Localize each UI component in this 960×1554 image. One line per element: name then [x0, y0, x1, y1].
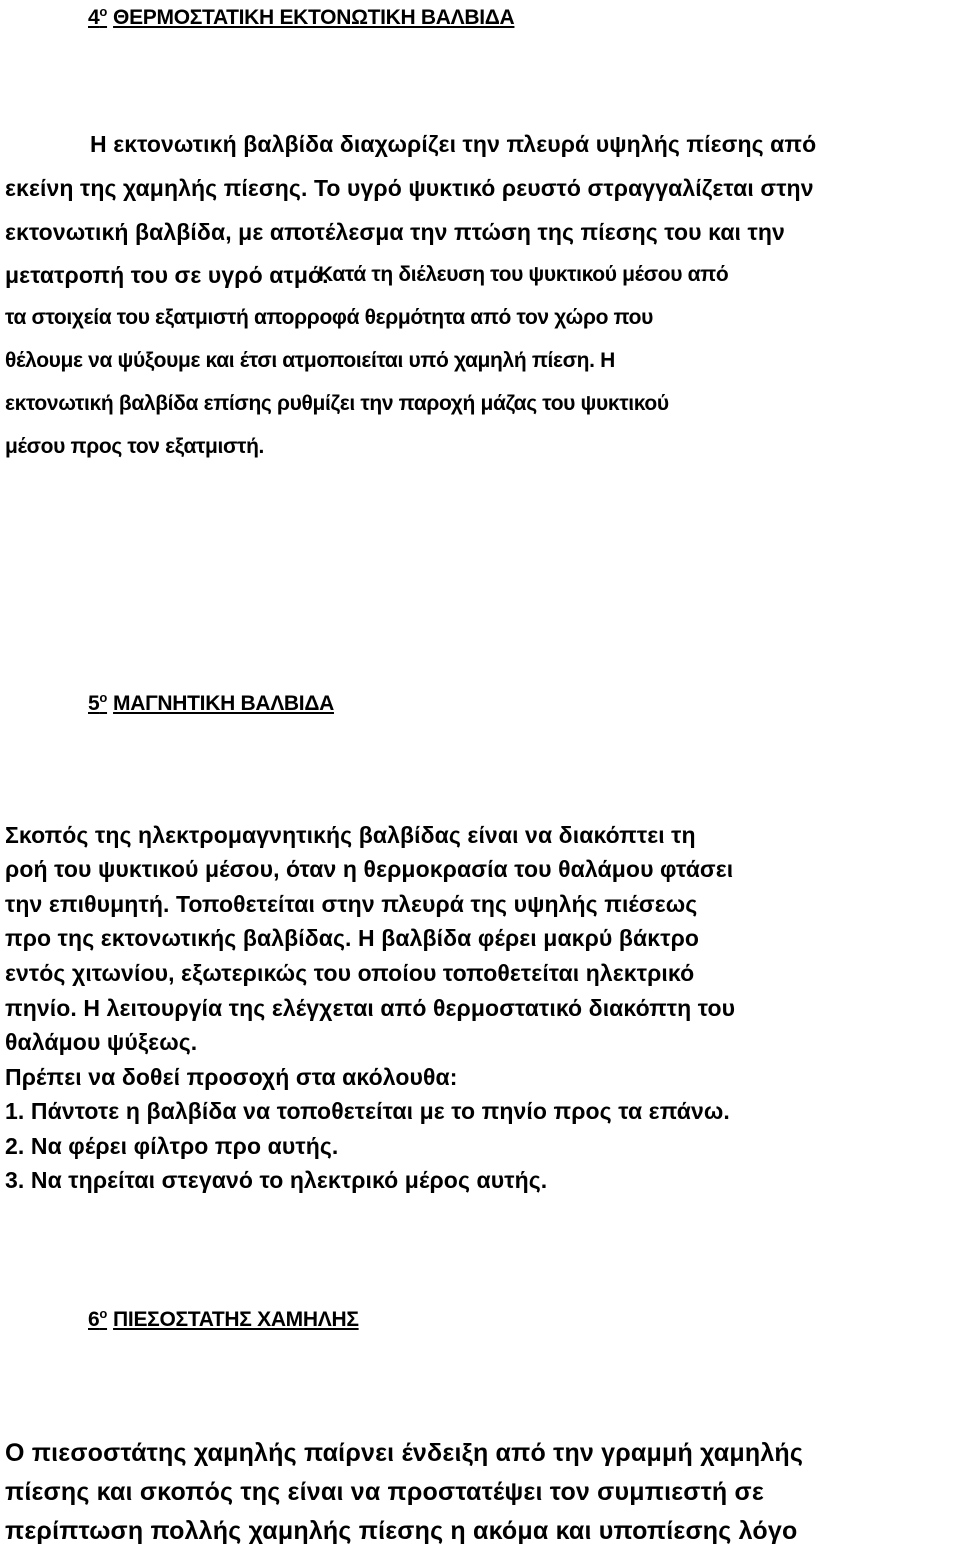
section-title: ΜΑΓΝΗΤΙΚΗ ΒΑΛΒΙΔΑ — [113, 692, 334, 715]
paragraph-line: τα στοιχεία του εξατμιστή απορροφά θερμότητα από τον χώρο που — [5, 306, 654, 329]
paragraph-line: Ο πιεσοστάτης χαμηλής παίρνει ένδειξη από την γραμμή χαμηλής — [5, 1439, 804, 1467]
section-title: ΠΙΕΣΟΣΤΑΤΗΣ ΧΑΜΗΛΗΣ — [113, 1308, 359, 1331]
paragraph-line: μετατροπή του σε υγρό ατμό. — [5, 262, 329, 288]
paragraph-line: Η εκτονωτική βαλβίδα διαχωρίζει την πλευρά υψηλής πίεσης από — [90, 131, 817, 157]
paragraph-line: Πρέπει να δοθεί προσοχή στα ακόλουθα: — [5, 1064, 458, 1090]
section-number: 5 — [88, 692, 100, 715]
list-item: 1. Πάντοτε η βαλβίδα να τοποθετείται με το πηνίο προς τα επάνω. — [5, 1098, 730, 1124]
section-6-heading — [88, 1308, 359, 1332]
paragraph-line: πηνίο. Η λειτουργία της ελέγχεται από θερμοστατικό διακόπτη του — [5, 995, 736, 1021]
section-5-heading — [88, 692, 334, 716]
paragraph-line: προ της εκτονωτικής βαλβίδας. Η βαλβίδα φέρει μακρύ βάκτρο — [5, 925, 700, 951]
list-item: 3. Να τηρείται στεγανό το ηλεκτρικό μέρος αυτής. — [5, 1167, 548, 1193]
paragraph-line: μέσου προς τον εξατμιστή. — [5, 435, 265, 458]
ordinal-indicator: ο — [99, 1306, 108, 1321]
paragraph-line: εκτονωτική βαλβίδα, με αποτέλεσμα την πτώση της πίεσης του και την — [5, 219, 785, 245]
paragraph-line: εντός χιτωνίου, εξωτερικώς του οποίου τοποθετείται ηλεκτρικό — [5, 960, 695, 986]
paragraph-line: εκείνη της χαμηλής πίεσης. Το υγρό ψυκτικό ρευστό στραγγαλίζεται στην — [5, 175, 814, 201]
paragraph-line: Σκοπός της ηλεκτρομαγνητικής βαλβίδας είναι να διακόπτει τη — [5, 822, 696, 848]
section-4-heading — [88, 6, 514, 30]
paragraph-line: θέλουμε να ψύξουμε και έτσι ατμοποιείται υπό χαμηλή πίεση. Η — [5, 349, 615, 372]
section-number: 6 — [88, 1308, 100, 1331]
ordinal-indicator: ο — [99, 4, 108, 19]
paragraph-line: εκτονωτική βαλβίδα επίσης ρυθμίζει την παροχή μάζας του ψυκτικού — [5, 392, 669, 415]
ordinal-indicator: ο — [99, 690, 108, 705]
paragraph-line: την επιθυμητή. Τοποθετείται στην πλευρά της υψηλής πιέσεως — [5, 891, 698, 917]
paragraph-line: θαλάμου ψύξεως. — [5, 1029, 198, 1055]
list-item: 2. Να φέρει φίλτρο προ αυτής. — [5, 1133, 339, 1159]
paragraph-line: περίπτωση πολλής χαμηλής πίεσης η ακόμα και υποπίεσης λόγο — [5, 1517, 798, 1545]
section-number: 4 — [88, 6, 100, 29]
paragraph-line: πίεσης και σκοπός της είναι να προστατέψει τον συμπιεστή σε — [5, 1478, 764, 1506]
paragraph-line: Κατά τη διέλευση του ψυκτικού μέσου από — [318, 263, 729, 286]
paragraph-line: ροή του ψυκτικού μέσου, όταν η θερμοκρασία του θαλάμου φτάσει — [5, 856, 734, 882]
section-title: ΘΕΡΜΟΣΤΑΤΙΚΗ ΕΚΤΟΝΩΤΙΚΗ ΒΑΛΒΙΔΑ — [113, 6, 515, 29]
